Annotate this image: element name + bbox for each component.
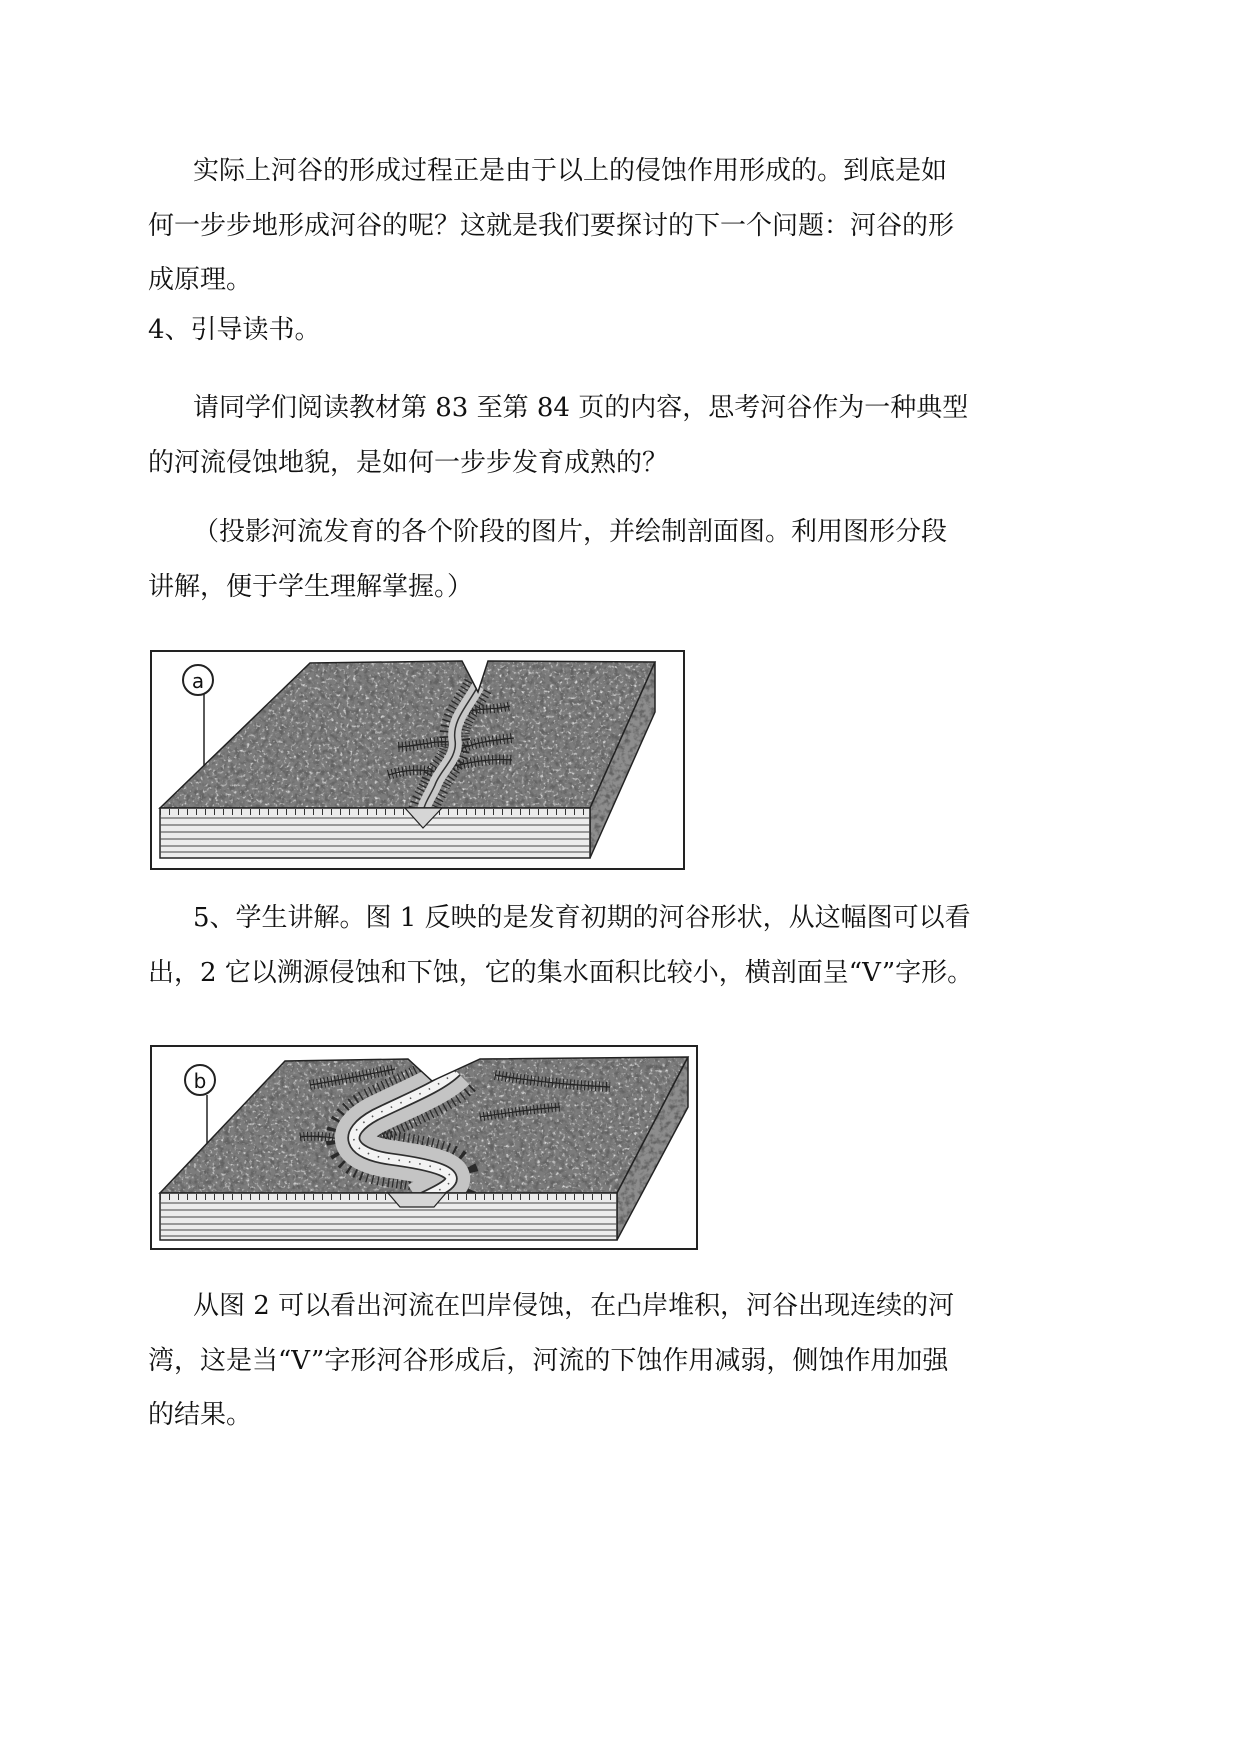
figure-a-block-diagram bbox=[150, 650, 685, 870]
text-line: 何一步步地形成河谷的呢？这就是我们要探讨的下一个问题：河谷的形 bbox=[148, 210, 955, 241]
text-line: 请同学们阅读教材第 83 至第 84 页的内容，思考河谷作为一种典型 bbox=[193, 393, 969, 423]
front-face bbox=[160, 1193, 617, 1240]
paragraph-projection-note bbox=[148, 505, 988, 614]
text-line: 的结果。 bbox=[148, 1400, 253, 1430]
figure-b bbox=[150, 1045, 698, 1250]
paragraph-valley-intro bbox=[148, 144, 988, 308]
paragraph-reading-task bbox=[148, 381, 988, 490]
figure-a bbox=[150, 650, 685, 870]
text-line: 出，2 它以溯源侵蚀和下蚀，它的集水面积比较小，横剖面呈“V”字形。 bbox=[148, 957, 974, 988]
paragraph-student-explanation bbox=[148, 891, 988, 1000]
text-line: 成原理。 bbox=[148, 265, 253, 295]
front-face bbox=[160, 808, 590, 858]
text-line: 湾，这是当“V”字形河谷形成后，河流的下蚀作用减弱，侧蚀作用加强 bbox=[148, 1345, 949, 1376]
label-text: a bbox=[191, 669, 205, 693]
text-line: 5、学生讲解。图 1 反映的是发育初期的河谷形状，从这幅图可以看 bbox=[193, 903, 971, 933]
figure-b-block-diagram bbox=[150, 1045, 698, 1250]
text-line: 4、引导读书。 bbox=[148, 315, 321, 345]
front-face-fill bbox=[160, 808, 590, 858]
paragraph-meander-explanation bbox=[148, 1279, 988, 1443]
text-line: 讲解，便于学生理解掌握。） bbox=[148, 571, 474, 602]
text-line: 从图 2 可以看出河流在凹岸侵蚀，在凸岸堆积，河谷出现连续的河 bbox=[193, 1291, 955, 1321]
text-line: （投影河流发育的各个阶段的图片，并绘制剖面图。利用图形分段 bbox=[193, 517, 948, 547]
text-line: 的河流侵蚀地貌，是如何一步步发育成熟的？ bbox=[148, 447, 669, 478]
label-text: b bbox=[193, 1069, 207, 1093]
section-heading-guided-reading bbox=[148, 303, 988, 358]
text-line: 实际上河谷的形成过程正是由于以上的侵蚀作用形成的。到底是如 bbox=[193, 156, 948, 186]
